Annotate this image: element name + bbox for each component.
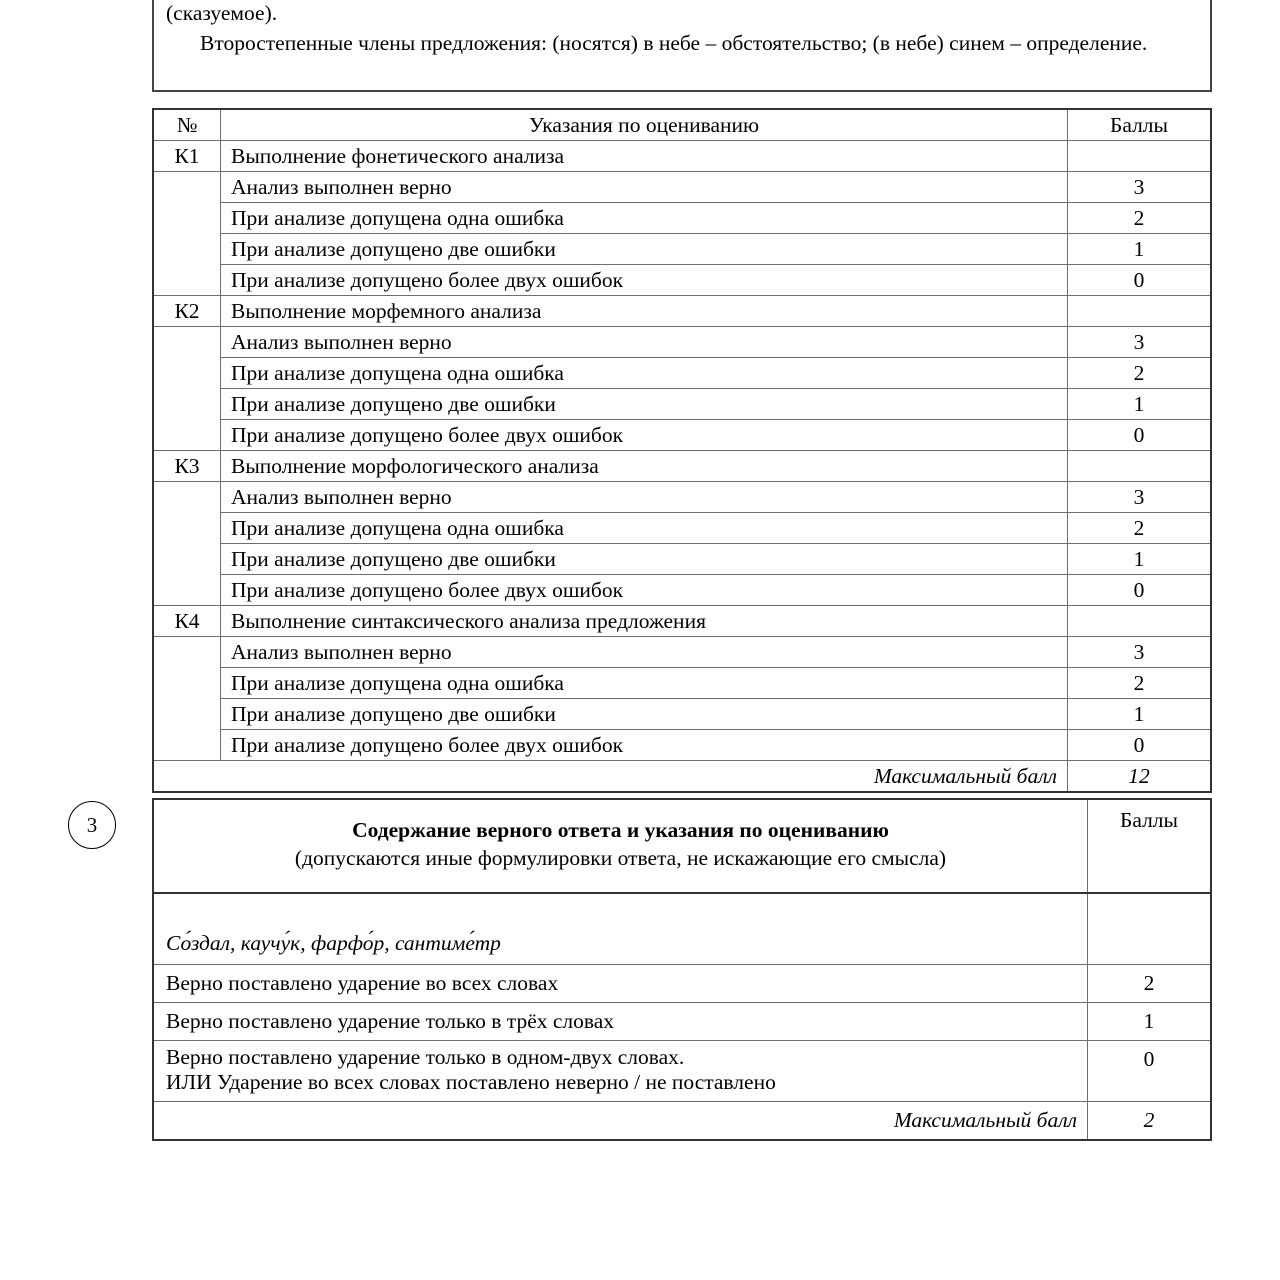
max-score-label: Максимальный балл (153, 761, 1068, 793)
level-score: 0 (1068, 575, 1212, 606)
level-score: 1 (1068, 234, 1212, 265)
criterion-code-spacer (153, 637, 221, 761)
criterion-title: Выполнение фонетического анализа (221, 141, 1068, 172)
task3-header-title-line2: (допускаются иные формулировки ответа, не искажающие его смысла) (294, 846, 947, 870)
level-description: При анализе допущено две ошибки (221, 389, 1068, 420)
criterion-score-empty (1068, 451, 1212, 482)
level-score: 1 (1068, 699, 1212, 730)
task3-level-score: 1 (1088, 1003, 1212, 1041)
task3-level-row (153, 1003, 1211, 1041)
criterion-code: К2 (153, 296, 221, 327)
task3-zero-line1: Верно поставлено ударение только в одном-двух словах. (166, 1045, 685, 1069)
criterion-code: К4 (153, 606, 221, 637)
level-score: 3 (1068, 172, 1212, 203)
level-description: При анализе допущено более двух ошибок (221, 575, 1068, 606)
level-description: При анализе допущено две ошибки (221, 234, 1068, 265)
criteria-table (152, 108, 1212, 793)
criterion-level-row (153, 637, 1211, 668)
header-description: Указания по оцениванию (221, 109, 1068, 141)
criterion-level-row (153, 389, 1211, 420)
level-description: Анализ выполнен верно (221, 327, 1068, 358)
level-description: При анализе допущена одна ошибка (221, 358, 1068, 389)
criterion-title: Выполнение синтаксического анализа предложения (221, 606, 1068, 637)
level-score: 2 (1068, 203, 1212, 234)
level-description: При анализе допущена одна ошибка (221, 203, 1068, 234)
task3-zero-line2: ИЛИ Ударение во всех словах поставлено неверно / не поставлено (166, 1070, 776, 1094)
level-score: 3 (1068, 327, 1212, 358)
criterion-level-row (153, 358, 1211, 389)
level-description: При анализе допущено более двух ошибок (221, 265, 1068, 296)
criterion-level-row (153, 327, 1211, 358)
task3-zero-row (153, 1041, 1211, 1102)
level-score: 0 (1068, 420, 1212, 451)
criterion-title: Выполнение морфемного анализа (221, 296, 1068, 327)
criterion-code-spacer (153, 482, 221, 606)
criterion-code: К1 (153, 141, 221, 172)
criterion-level-row (153, 482, 1211, 513)
level-description: При анализе допущено две ошибки (221, 544, 1068, 575)
task3-zero-score: 0 (1088, 1041, 1212, 1102)
criterion-score-empty (1068, 296, 1212, 327)
task3-header-title (153, 799, 1088, 893)
criterion-title-row (153, 451, 1211, 482)
criterion-title-row (153, 606, 1211, 637)
level-description: При анализе допущена одна ошибка (221, 668, 1068, 699)
criterion-level-row (153, 234, 1211, 265)
criterion-title-row (153, 296, 1211, 327)
criterion-score-empty (1068, 606, 1212, 637)
task-number-label: 3 (86, 812, 98, 837)
criterion-title-row (153, 141, 1211, 172)
criterion-title: Выполнение морфологического анализа (221, 451, 1068, 482)
task3-level-row (153, 965, 1211, 1003)
level-description: При анализе допущено две ошибки (221, 699, 1068, 730)
task3-answer-text: Со́здал, каучу́к, фарфо́р, сантиме́тр (153, 893, 1088, 965)
intro-answer-box (152, 0, 1212, 92)
level-score: 2 (1068, 358, 1212, 389)
level-description: При анализе допущено более двух ошибок (221, 420, 1068, 451)
level-description: При анализе допущено более двух ошибок (221, 730, 1068, 761)
level-description: Анализ выполнен верно (221, 172, 1068, 203)
criterion-level-row (153, 265, 1211, 296)
level-description: При анализе допущена одна ошибка (221, 513, 1068, 544)
criterion-level-row (153, 203, 1211, 234)
level-score: 0 (1068, 265, 1212, 296)
max-score-row (153, 761, 1211, 793)
criterion-level-row (153, 730, 1211, 761)
intro-line-2: Второстепенные члены предложения: (носятся) в небе – обстоятельство; (в небе) синем – определение. (200, 31, 1148, 55)
level-score: 3 (1068, 482, 1212, 513)
task3-answer-row (153, 893, 1211, 965)
task3-max-score-value: 2 (1088, 1102, 1212, 1141)
intro-line-1: (сказуемое). (166, 1, 278, 25)
task3-level-description: Верно поставлено ударение во всех словах (153, 965, 1088, 1003)
level-score: 1 (1068, 544, 1212, 575)
level-description: Анализ выполнен верно (221, 637, 1068, 668)
max-score-value: 12 (1068, 761, 1212, 793)
task3-max-score-label: Максимальный балл (153, 1102, 1088, 1141)
criterion-level-row (153, 172, 1211, 203)
criterion-level-row (153, 668, 1211, 699)
header-num: № (153, 109, 221, 141)
level-score: 2 (1068, 513, 1212, 544)
task3-header-title-line1: Содержание верного ответа и указания по оцениванию (352, 818, 889, 842)
task3-max-score-row (153, 1102, 1211, 1141)
task3-header-row (153, 799, 1211, 893)
level-score: 1 (1068, 389, 1212, 420)
criterion-level-row (153, 575, 1211, 606)
table-header-row (153, 109, 1211, 141)
task3-level-description: Верно поставлено ударение только в трёх словах (153, 1003, 1088, 1041)
criterion-level-row (153, 699, 1211, 730)
level-score: 3 (1068, 637, 1212, 668)
task3-header-score: Баллы (1088, 799, 1212, 893)
level-score: 0 (1068, 730, 1212, 761)
task3-answer-score (1088, 893, 1212, 965)
task3-level-score: 2 (1088, 965, 1212, 1003)
level-score: 2 (1068, 668, 1212, 699)
criterion-level-row (153, 420, 1211, 451)
criterion-code-spacer (153, 172, 221, 296)
task-number-marker-3 (68, 801, 116, 849)
task3-zero-description (153, 1041, 1088, 1102)
criterion-level-row (153, 544, 1211, 575)
criterion-score-empty (1068, 141, 1212, 172)
criterion-code: К3 (153, 451, 221, 482)
level-description: Анализ выполнен верно (221, 482, 1068, 513)
criterion-code-spacer (153, 327, 221, 451)
task3-criteria-table (152, 798, 1212, 1141)
header-score: Баллы (1068, 109, 1212, 141)
criterion-level-row (153, 513, 1211, 544)
